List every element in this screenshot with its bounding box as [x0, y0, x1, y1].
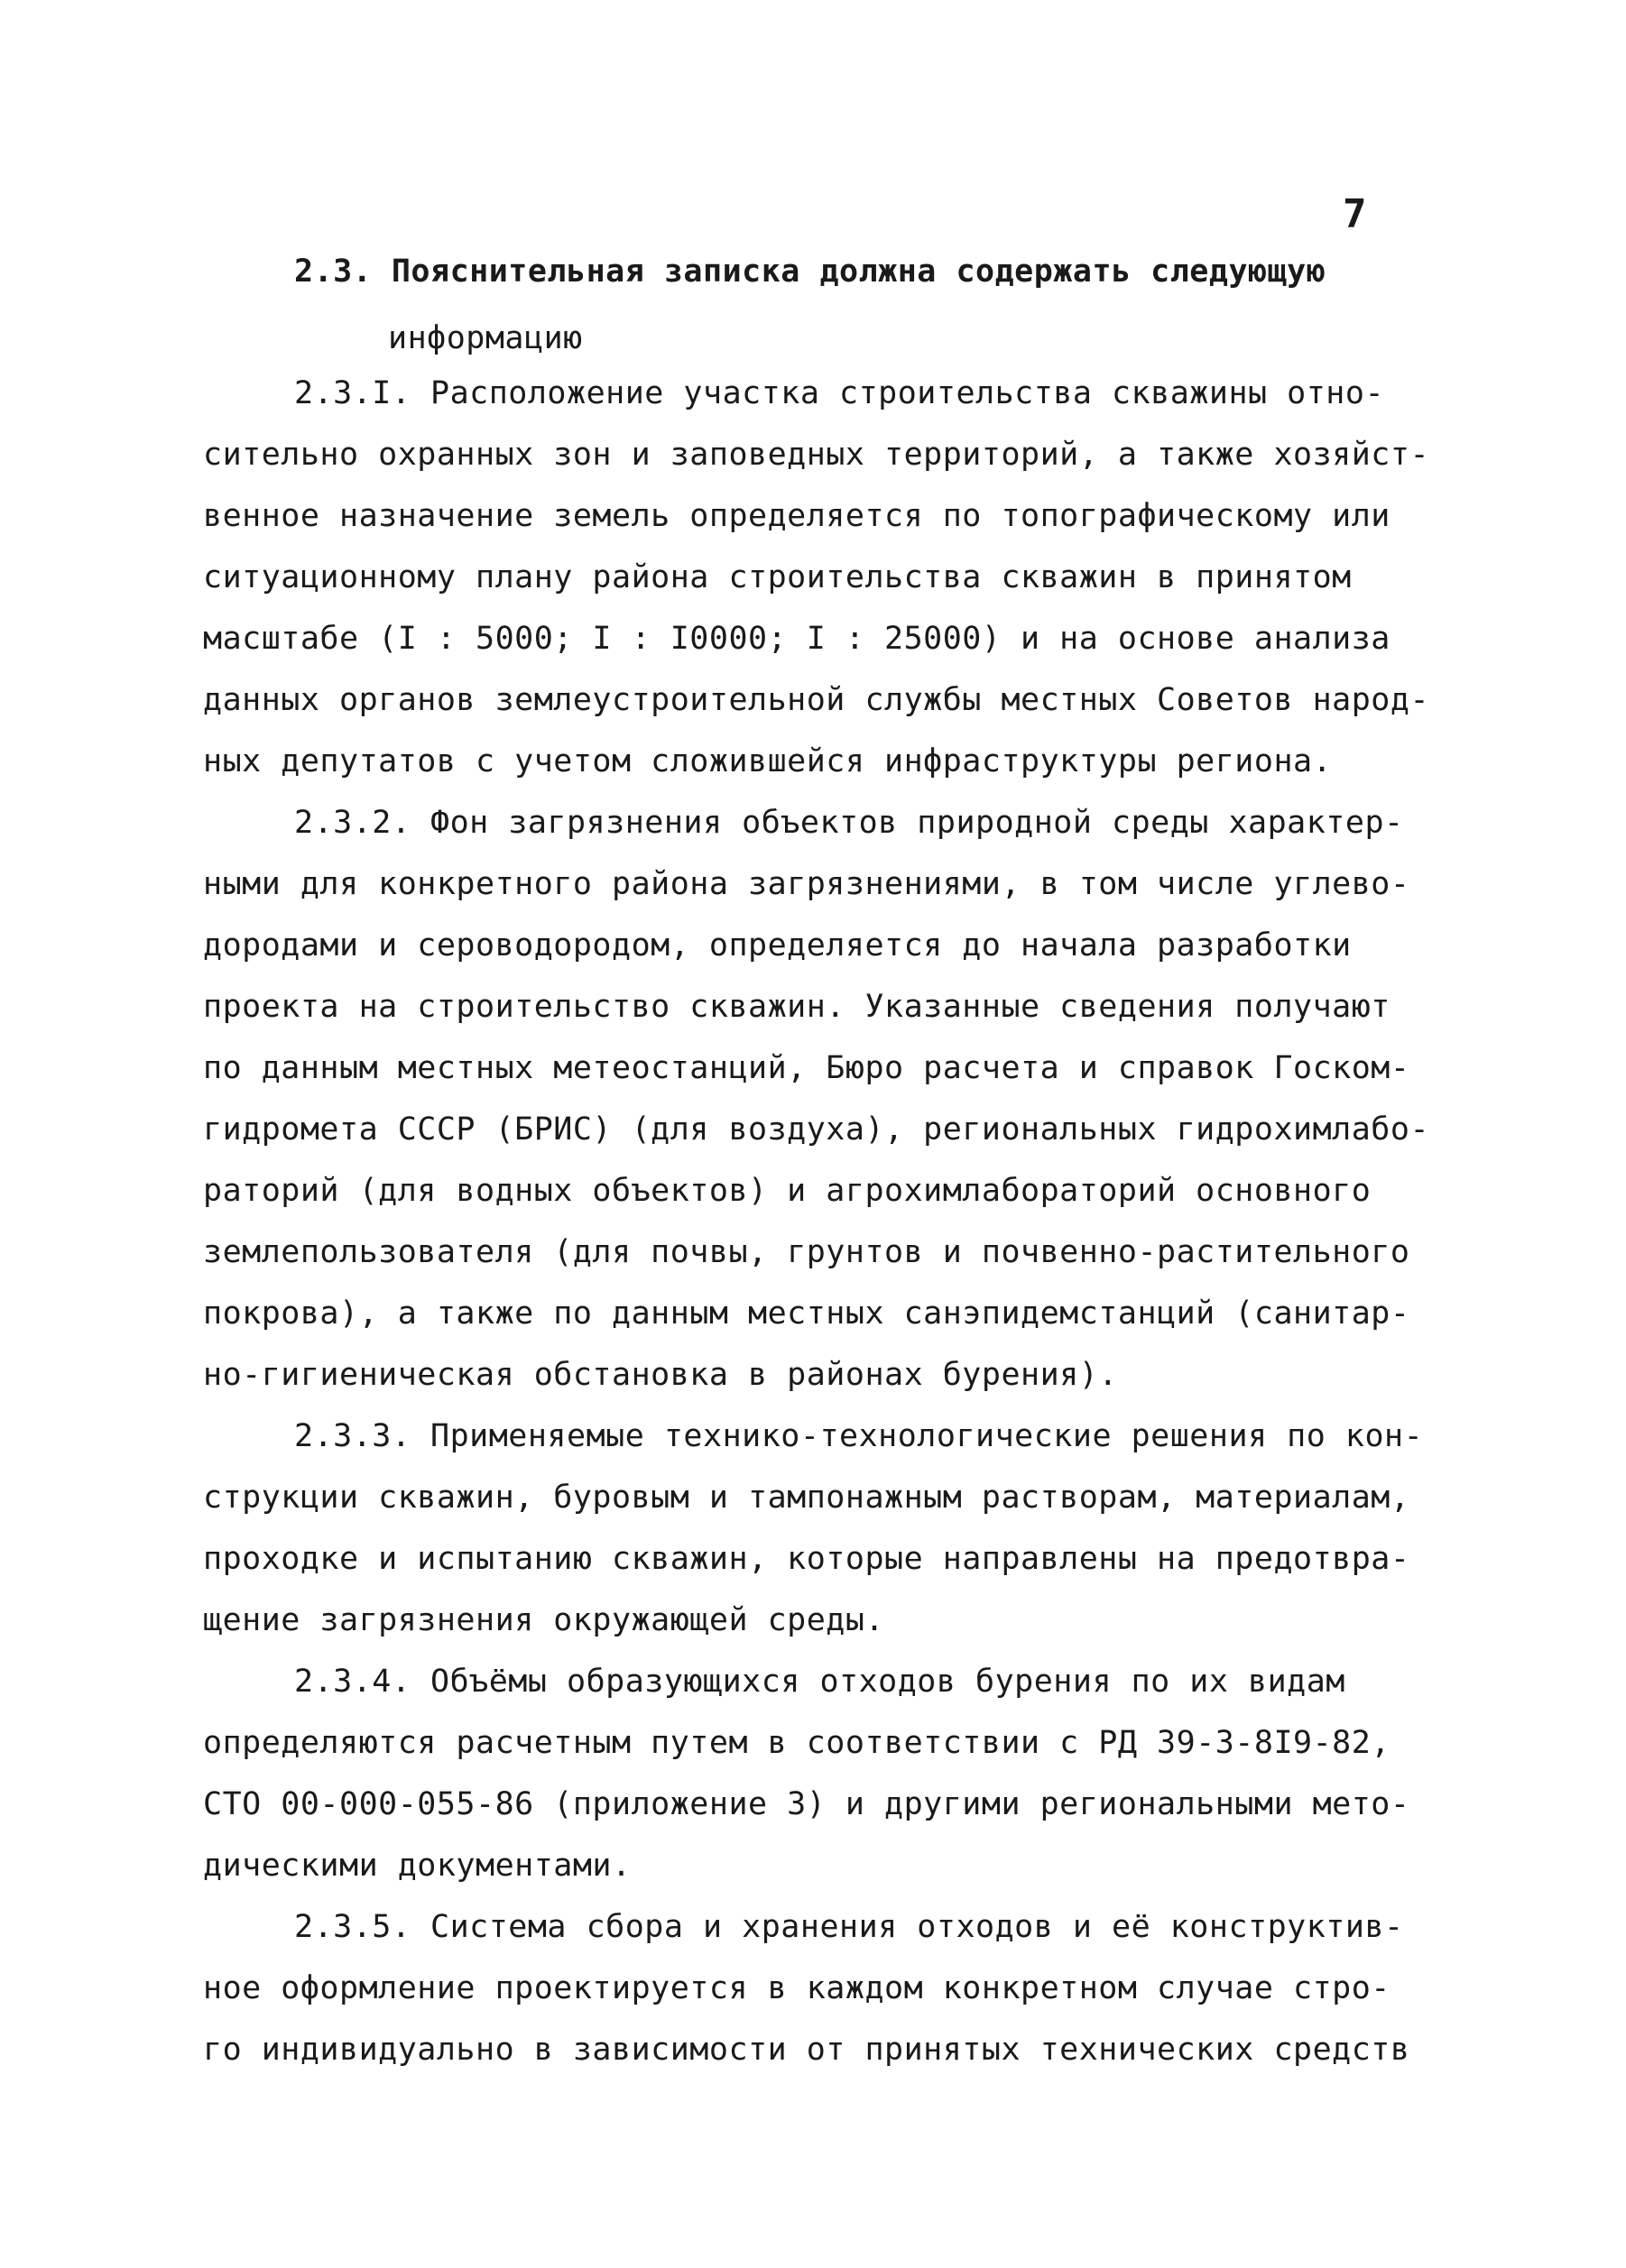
paragraph-line: покрова), а также по данным местных санэпидемстанций (санитар- [203, 1295, 1410, 1332]
paragraph-line: раторий (для водных объектов) и агрохимлабораторий основного [203, 1173, 1372, 1209]
paragraph-line: данных органов землеустроительной службы местных Советов народ- [203, 682, 1430, 718]
paragraph-line: ситуационному плану района строительства скважин в принятом [203, 559, 1352, 595]
paragraph-line: щение загрязнения окружающей среды. [203, 1602, 885, 1638]
paragraph-line: проекта на строительство скважин. Указанные сведения получают [203, 989, 1390, 1025]
page-number: 7 [1343, 191, 1367, 237]
paragraph-line: ных депутатов с учетом сложившейся инфраструктуры региона. [203, 743, 1333, 779]
paragraph-line: масштабе (I : 5000; I : I0000; I : 25000) и на основе анализа [203, 621, 1390, 657]
paragraph-line: определяются расчетным путем в соответствии с РД 39-3-8I9-82, [203, 1725, 1390, 1761]
paragraph-line: сительно охранных зон и заповедных территорий, а также хозяйст- [203, 437, 1430, 473]
heading-2-3-continued: информацию [388, 320, 583, 356]
paragraph-line: 2.3.3. Применяемые технико-технологические решения по кон- [294, 1418, 1424, 1454]
heading-2-3: 2.3. Пояснительная записка должна содержать следующую [294, 254, 1326, 290]
paragraph-line: проходке и испытанию скважин, которые направлены на предотвра- [203, 1541, 1410, 1577]
paragraph-line: го индивидуально в зависимости от принятых технических средств [203, 2032, 1410, 2068]
paragraph-line: дородами и сероводородом, определяется до начала разработки [203, 927, 1352, 963]
paragraph-line: СТО 00-000-055-86 (приложение 3) и другими региональными мето- [203, 1786, 1410, 1822]
paragraph-line: гидромета СССР (БРИС) (для воздуха), региональных гидрохимлабо- [203, 1111, 1430, 1148]
paragraph-line: венное назначение земель определяется по топографическому или [203, 498, 1390, 534]
paragraph-line: 2.3.5. Система сбора и хранения отходов и её конструктив- [294, 1909, 1404, 1945]
paragraph-line: 2.3.2. Фон загрязнения объектов природной среды характер- [294, 805, 1404, 841]
paragraph-line: струкции скважин, буровым и тампонажным растворам, материалам, [203, 1480, 1410, 1516]
paragraph-line: но-гигиеническая обстановка в районах бурения). [203, 1357, 1118, 1393]
paragraph-line: 2.3.I. Расположение участка строительства скважины отно- [294, 375, 1385, 411]
paragraph-line: по данным местных метеостанций, Бюро расчета и справок Госком- [203, 1050, 1410, 1086]
paragraph-line: 2.3.4. Объёмы образующихся отходов бурения по их видам [294, 1664, 1345, 1700]
paragraph-line: землепользователя (для почвы, грунтов и почвенно-растительного [203, 1234, 1410, 1270]
paragraph-line: ными для конкретного района загрязнениями, в том числе углево- [203, 866, 1410, 902]
paragraph-line: дическими документами. [203, 1848, 632, 1884]
paragraph-line: ное оформление проектируется в каждом конкретном случае стро- [203, 1970, 1390, 2006]
